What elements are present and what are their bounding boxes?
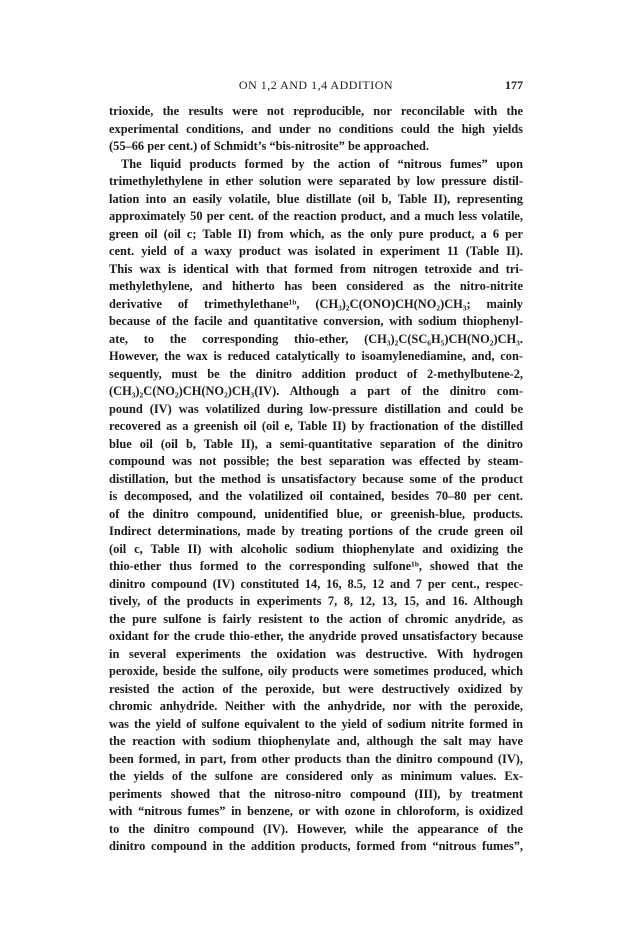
- text-line: thio-ether thus formed to the corresponding sulfone¹ᵇ, showed that the: [109, 559, 523, 573]
- text-line: chromic anhydride. Neither with the anhydride, nor with the peroxide,: [109, 699, 523, 713]
- text-line: distillation, but the method is unsatisfactory because some of the product: [109, 471, 523, 486]
- text-line: sequently, must be the dinitro addition product of 2-methylbutene-2,: [109, 366, 523, 381]
- text-line: The liquid products formed by the action of “nitrous fumes” upon: [121, 156, 523, 171]
- text-line: the pure sulfone is fairly resistent to the action of chromic anydride, as: [109, 611, 523, 626]
- text-line: pound (IV) was volatilized during low-pressure distillation and could be: [109, 401, 523, 416]
- text-line: tively, of the products in experiments 7, 8, 12, 13, 15, and 16. Although: [109, 594, 523, 608]
- text-line: the yields of the sulfone are considered only as minimum values. Ex-: [109, 769, 523, 783]
- text-line: oxidant for the crude thio-ether, the anydride proved unsatisfactory because: [109, 629, 523, 643]
- text-line: (CH₃)₂C(NO₂)CH(NO₂)CH₃(IV). Although a part of the dinitro com-: [109, 384, 523, 398]
- text-line: been formed, in part, from other products than the dinitro compound (IV),: [109, 751, 523, 766]
- text-line: (oil c, Table II) with alcoholic sodium thiophenylate and oxidizing the: [109, 541, 523, 556]
- text-line: blue oil (oil b, Table II), a semi-quantitative separation of the dinitro: [109, 436, 523, 451]
- text-line: However, the wax is reduced catalytically to isoamylenediamine, and, con-: [109, 349, 523, 363]
- text-line: lation into an easily volatile, blue distillate (oil b, Table II), representing: [109, 191, 523, 206]
- text-line: with “nitrous fumes” in benzene, or with ozone in chloroform, is oxidized: [109, 804, 523, 818]
- text-line: was the yield of sulfone equivalent to the yield of sodium nitrite formed in: [109, 716, 523, 731]
- text-line: to the dinitro compound (IV). However, while the appearance of the: [109, 821, 523, 836]
- page-header: [109, 77, 523, 93]
- text-line: (55–66 per cent.) of Schmidt’s “bis-nitrosite” be approached.: [109, 139, 429, 153]
- running-title: ON 1,2 AND 1,4 ADDITION: [238, 78, 394, 92]
- text-line: is decomposed, and the volatilized oil contained, besides 70–80 per cent.: [109, 489, 523, 503]
- text-line: Indirect determinations, made by treating portions of the crude green oil: [109, 524, 523, 538]
- text-line: green oil (oil c; Table II) from which, as the only pure product, a 6 per: [109, 226, 523, 241]
- text-line: ate, to the corresponding thio-ether, (CH₃)₂C(SC₆H₅)CH(NO₂)CH₃.: [109, 331, 523, 346]
- text-line: in several experiments the oxidation was destructive. With hydrogen: [109, 646, 523, 661]
- text-line: dinitro compound in the addition products, formed from “nitrous fumes”,: [109, 839, 523, 853]
- text-line: This wax is identical with that formed from nitrogen tetroxide and tri-: [109, 261, 523, 276]
- text-line: approximately 50 per cent. of the reaction product, and a much less volatile,: [109, 209, 523, 223]
- text-line: methylethylene, and hitherto has been considered as the nitro-nitrite: [109, 279, 523, 293]
- text-line: trioxide, the results were not reproducible, nor reconcilable with the: [109, 104, 523, 118]
- text-line: derivative of trimethylethane¹ᵇ, (CH₃)₂C(ONO)CH(NO₂)CH₃; mainly: [109, 296, 523, 311]
- body-text: [109, 103, 523, 856]
- text-line: recovered as a greenish oil (oil e, Table II) by fractionation of the distilled: [109, 419, 523, 433]
- text-line: the reaction with sodium thiophenylate and, although the salt may have: [109, 734, 523, 748]
- text-line: cent. yield of a waxy product was isolated in experiment 11 (Table II).: [109, 244, 523, 258]
- text-line: dinitro compound (IV) constituted 14, 16, 8.5, 12 and 7 per cent., respec-: [109, 576, 523, 591]
- text-line: peroxide, beside the sulfone, oily products were sometimes produced, which: [109, 664, 523, 678]
- text-line: compound was not possible; the best separation was effected by steam-: [109, 454, 523, 468]
- text-line: resisted the action of the peroxide, but were destructively oxidized by: [109, 681, 523, 696]
- text-line: experimental conditions, and under no conditions could the high yields: [109, 121, 523, 136]
- page-number: 177: [505, 78, 523, 92]
- text-line: trimethylethylene in ether solution were separated by low pressure distil-: [109, 174, 523, 188]
- text-line: periments showed that the nitroso-nitro compound (III), by treatment: [109, 786, 523, 801]
- text-line: of the dinitro compound, unidentified blue, or greenish-blue, products.: [109, 506, 523, 521]
- text-line: because of the facile and quantitative conversion, with sodium thiophenyl-: [109, 314, 523, 328]
